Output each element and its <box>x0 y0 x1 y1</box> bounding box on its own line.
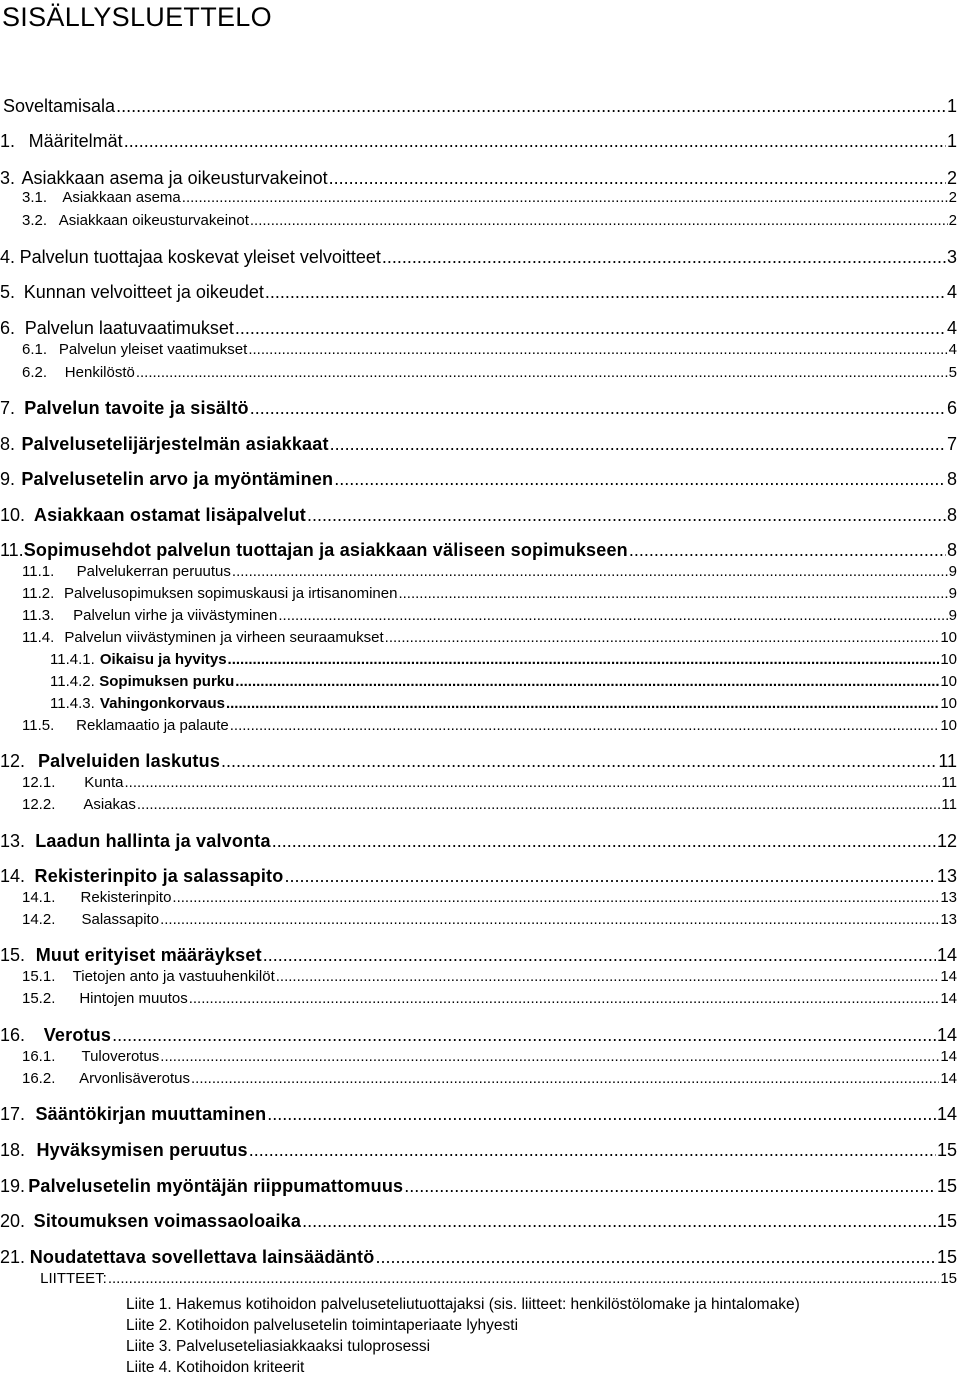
toc-entry[interactable] <box>0 585 960 602</box>
toc-entry-number: 12.2. <box>22 796 56 813</box>
toc-entry-title: Arvonlisäverotus <box>79 1070 191 1087</box>
toc-entry[interactable] <box>3 96 960 117</box>
toc-entry[interactable] <box>0 751 960 772</box>
toc-entry[interactable] <box>0 911 960 928</box>
toc-entry[interactable] <box>0 563 960 580</box>
toc-entry[interactable] <box>0 1070 960 1087</box>
toc-entry[interactable] <box>0 866 960 887</box>
toc-entry[interactable] <box>0 1140 960 1161</box>
toc-entry-title: Rekisterinpito <box>80 889 172 906</box>
toc-entry[interactable] <box>0 282 960 303</box>
toc-entry-page: 15 <box>936 1176 957 1196</box>
toc-entry-title: Noudatettava sovellettava lainsäädäntö <box>29 1247 375 1267</box>
dot-leader <box>137 796 941 813</box>
toc-entry-page: 14 <box>936 945 957 965</box>
toc-entry-page: 1 <box>946 96 957 116</box>
toc-entry-title: Palvelun yleiset vaatimukset <box>58 341 248 358</box>
toc-entry-number: 14. <box>0 866 26 886</box>
toc-entry-page: 14 <box>936 1025 957 1045</box>
dot-leader <box>250 398 946 419</box>
dot-leader <box>191 1070 939 1087</box>
toc-entry[interactable] <box>0 469 960 490</box>
toc-entry-page: 1 <box>946 131 957 151</box>
dot-leader <box>278 607 947 624</box>
toc-entry[interactable] <box>0 540 960 561</box>
toc-entry-title: Henkilöstö <box>64 364 135 381</box>
dot-leader <box>249 1140 936 1161</box>
toc-entry-number: 11.3. <box>22 607 55 624</box>
toc-entry-page: 8 <box>946 505 957 525</box>
toc-entry-page: 4 <box>946 318 957 338</box>
toc-entry-title: Vahingonkorvaus <box>99 695 225 712</box>
toc-entry-page: 4 <box>948 341 957 358</box>
toc-entry-number: 11.4.3. <box>50 695 95 712</box>
toc-entry-page: 11 <box>938 751 957 771</box>
toc-entry-title: Laadun hallinta ja valvonta <box>35 831 271 851</box>
toc-entry-number: 14.2. <box>22 911 56 928</box>
toc-entry-page: 15 <box>936 1140 957 1160</box>
toc-entry-number: 6.1. <box>22 341 48 358</box>
toc-entry-title: LIITTEET: <box>40 1270 107 1287</box>
toc-entry-title: Hintojen muutos <box>79 990 188 1007</box>
toc-entry-title: Oikaisu ja hyvitys <box>99 651 227 668</box>
toc-entry-number: 5. <box>0 282 16 302</box>
toc-entry-page: 13 <box>940 911 957 928</box>
toc-entry-number: 12. <box>0 751 26 771</box>
toc-entry[interactable] <box>0 318 960 339</box>
toc-entry-title: Verotus <box>43 1025 112 1045</box>
toc-entry-page: 9 <box>948 563 957 580</box>
toc-entry[interactable] <box>0 796 960 813</box>
toc-entry-page: 10 <box>940 717 957 734</box>
toc-entry-page: 7 <box>946 434 957 454</box>
toc-entry[interactable] <box>0 1270 960 1287</box>
toc-entry[interactable] <box>0 1048 960 1065</box>
toc-entry-number: 11.1. <box>22 563 55 580</box>
toc-entry-number: 6. <box>0 318 16 338</box>
toc-entry[interactable] <box>0 968 960 985</box>
toc-entry-page: 11 <box>941 774 957 791</box>
toc-entry-title: Palvelun viivästyminen ja virheen seuraamukset <box>64 629 384 646</box>
toc-entry-title: Sääntökirjan muuttaminen <box>35 1104 267 1124</box>
toc-entry-number: 11.2. <box>22 585 55 602</box>
dot-leader <box>221 751 937 772</box>
appendix-item: Liite 4. Kotihoidon kriteerit <box>126 1359 305 1376</box>
toc-entry-number: 15.2. <box>22 990 56 1007</box>
dot-leader <box>116 96 946 117</box>
toc-entry-page: 2 <box>948 189 957 206</box>
toc-entry[interactable] <box>0 168 960 189</box>
toc-entry-title: Salassapito <box>81 911 160 928</box>
toc-entry-title: Palvelukerran peruutus <box>76 563 231 580</box>
dot-leader <box>125 774 941 791</box>
dot-leader <box>284 866 936 887</box>
dot-leader <box>160 911 939 928</box>
dot-leader <box>276 968 940 985</box>
dot-leader <box>182 189 948 206</box>
toc-entry-number: 9. <box>0 469 16 489</box>
toc-entry[interactable] <box>0 673 960 690</box>
toc-entry-number: 8. <box>0 434 16 454</box>
toc-entry[interactable] <box>0 1104 960 1125</box>
dot-leader <box>629 540 946 561</box>
toc-entry-page: 6 <box>946 398 957 418</box>
toc-entry-title: Tietojen anto ja vastuuhenkilöt <box>72 968 275 985</box>
toc-entry-page: 14 <box>940 990 957 1007</box>
toc-entry-title: Tuloverotus <box>81 1048 160 1065</box>
toc-entry-title: Rekisterinpito ja salassapito <box>34 866 284 886</box>
toc-entry[interactable] <box>0 189 960 206</box>
toc-entry-page: 10 <box>940 695 957 712</box>
toc-entry-page: 14 <box>940 968 957 985</box>
dot-leader <box>232 563 948 580</box>
dot-leader <box>302 1211 936 1232</box>
toc-entry-title: Palveluiden laskutus <box>37 751 221 771</box>
toc-entry-page: 8 <box>946 540 957 560</box>
toc-entry-number: 11.4. <box>22 629 55 646</box>
dot-leader <box>263 945 936 966</box>
toc-entry-page: 11 <box>941 796 957 813</box>
toc-entry-title: Palvelusetelin myöntäjän riippumattomuus <box>28 1176 404 1196</box>
dot-leader <box>265 282 946 303</box>
dot-leader <box>382 247 946 268</box>
dot-leader <box>250 212 948 229</box>
dot-leader <box>330 434 946 455</box>
toc-entry-page: 8 <box>946 469 957 489</box>
toc-entry-number: 11.5. <box>22 717 55 734</box>
toc-entry-page: 13 <box>936 866 957 886</box>
dot-leader <box>235 673 939 690</box>
toc-entry-title: Asiakkaan asema ja oikeusturvakeinot <box>21 168 328 188</box>
toc-entry-number: 16.1. <box>22 1048 56 1065</box>
page-title: SISÄLLYSLUETTELO <box>2 2 272 32</box>
toc-entry-title: Palvelusetelin arvo ja myöntäminen <box>21 469 334 489</box>
toc-entry-page: 13 <box>940 889 957 906</box>
toc-entry-title: Palvelusopimuksen sopimuskausi ja irtisanominen <box>63 585 398 602</box>
toc-entry-page: 15 <box>936 1211 957 1231</box>
dot-leader <box>329 168 946 189</box>
dot-leader <box>334 469 946 490</box>
toc-entry[interactable] <box>0 774 960 791</box>
dot-leader <box>267 1104 936 1125</box>
dot-leader <box>272 831 936 852</box>
toc-entry-page: 10 <box>940 673 957 690</box>
appendix-item: Liite 1. Hakemus kotihoidon palveluseteliutuottajaksi (sis. liitteet: henkilöstölomake ja hintalomake) <box>126 1296 800 1313</box>
dot-leader <box>160 1048 939 1065</box>
toc-entry[interactable] <box>0 341 960 358</box>
toc-entry-number: 3. <box>0 168 16 188</box>
toc-entry-page: 3 <box>946 247 957 267</box>
toc-entry[interactable] <box>0 364 960 381</box>
toc-entry-title: Asiakkaan asema <box>62 189 181 206</box>
appendix-item: Liite 2. Kotihoidon palvelusetelin toimintaperiaate lyhyesti <box>126 1317 519 1334</box>
toc-entry-page: 14 <box>940 1070 957 1087</box>
dot-leader <box>189 990 940 1007</box>
toc-entry-title: Asiakkaan ostamat lisäpalvelut <box>33 505 306 525</box>
toc-entry-title: Sitoumuksen voimassaoloaika <box>33 1211 302 1231</box>
toc-entry[interactable] <box>0 889 960 906</box>
dot-leader <box>112 1025 936 1046</box>
toc-entry[interactable] <box>0 505 960 526</box>
dot-leader <box>228 651 940 668</box>
toc-entry-number: 1. <box>0 131 16 151</box>
toc-entry[interactable] <box>0 131 960 152</box>
toc-entry-page: 15 <box>940 1270 957 1287</box>
toc-entry[interactable] <box>0 398 960 419</box>
toc-entry-title: Soveltamisala <box>3 96 116 116</box>
dot-leader <box>248 341 947 358</box>
toc-entry[interactable] <box>0 990 960 1007</box>
dot-leader <box>398 585 947 602</box>
toc-entry[interactable] <box>0 651 960 668</box>
toc-entry-title: Muut erityiset määräykset <box>35 945 262 965</box>
toc-entry-page: 4 <box>946 282 957 302</box>
toc-entry[interactable] <box>0 831 960 852</box>
toc-entry-number: 14.1. <box>22 889 56 906</box>
toc-entry-number: 11.4.2. <box>50 673 95 690</box>
toc-entry-title: Palvelun tavoite ja sisältö <box>24 398 249 418</box>
toc-entry[interactable] <box>0 434 960 455</box>
dot-leader <box>375 1247 936 1268</box>
toc-entry[interactable] <box>0 1176 960 1197</box>
toc-entry-number: 6.2. <box>22 364 48 381</box>
toc-entry-page: 9 <box>948 585 957 602</box>
toc-entry-number: 16.2. <box>22 1070 56 1087</box>
dot-leader <box>124 131 946 152</box>
dot-leader <box>226 695 939 712</box>
toc-entry-title: Palvelun virhe ja viivästyminen <box>73 607 278 624</box>
toc-entry-title: Määritelmät <box>28 131 123 151</box>
toc-entry-number: 12.1. <box>22 774 56 791</box>
dot-leader <box>385 629 940 646</box>
toc-entry-title: Palvelun tuottajaa koskevat yleiset velvoitteet <box>19 247 381 267</box>
toc-entry-page: 10 <box>940 651 957 668</box>
appendix-item: Liite 3. Palveluseteliasiakkaaksi tuloprosessi <box>126 1338 431 1355</box>
toc-entry-number: 20. <box>0 1211 26 1231</box>
toc-entry-title: Asiakas <box>83 796 136 813</box>
toc-entry-number: 16. <box>0 1025 26 1045</box>
toc-entry-title: Palvelusetelijärjestelmän asiakkaat <box>21 434 329 454</box>
toc-entry[interactable] <box>0 247 960 268</box>
toc-entry[interactable] <box>0 717 960 734</box>
toc-entry-number: 17. <box>0 1104 26 1124</box>
toc-entry-number: 3.1. <box>22 189 48 206</box>
toc-entry[interactable] <box>0 629 960 646</box>
toc-entry-page: 14 <box>940 1048 957 1065</box>
toc-entry-number: 4. <box>0 247 16 267</box>
dot-leader <box>108 1270 939 1287</box>
toc-entry-title: Palvelun laatuvaatimukset <box>24 318 234 338</box>
toc-entry-number: 10. <box>0 505 26 525</box>
toc-entry-title: Reklamaatio ja palaute <box>76 717 229 734</box>
toc-entry[interactable] <box>0 607 960 624</box>
toc-entry[interactable] <box>0 1247 960 1268</box>
toc-entry-page: 2 <box>946 168 957 188</box>
toc-entry-number: 13. <box>0 831 26 851</box>
toc-entry[interactable] <box>0 945 960 966</box>
dot-leader <box>307 505 946 526</box>
toc-entry-number: 21. <box>0 1247 26 1267</box>
toc-entry-number: 3.2. <box>22 212 48 229</box>
toc-entry-number: 7. <box>0 398 16 418</box>
appendix-list <box>126 1294 800 1378</box>
toc-entry-page: 5 <box>948 364 957 381</box>
toc-entry[interactable] <box>0 212 960 229</box>
toc-entry[interactable] <box>0 1025 960 1046</box>
toc-entry-page: 9 <box>948 607 957 624</box>
dot-leader <box>404 1176 936 1197</box>
toc-entry-title: Kunta <box>84 774 124 791</box>
dot-leader <box>235 318 946 339</box>
toc-entry-page: 15 <box>936 1247 957 1267</box>
dot-leader <box>172 889 939 906</box>
toc-entry-title: Sopimusehdot palvelun tuottajan ja asiakkaan väliseen sopimukseen <box>23 540 628 560</box>
dot-leader <box>230 717 940 734</box>
toc-entry[interactable] <box>0 1211 960 1232</box>
toc-entry-title: Hyväksymisen peruutus <box>36 1140 248 1160</box>
toc-entry-number: 19. <box>0 1176 26 1196</box>
toc-entry-page: 14 <box>936 1104 957 1124</box>
toc-entry-page: 2 <box>948 212 957 229</box>
toc-entry-number: 15.1. <box>22 968 56 985</box>
toc-entry-title: Kunnan velvoitteet ja oikeudet <box>23 282 264 302</box>
toc-entry-title: Sopimuksen purku <box>99 673 235 690</box>
dot-leader <box>136 364 948 381</box>
toc-entry-number: 11.4.1. <box>50 651 95 668</box>
toc-entry-title: Asiakkaan oikeusturvakeinot <box>58 212 249 229</box>
toc-entry-number: 18. <box>0 1140 26 1160</box>
toc-entry-number: 11. <box>0 540 24 560</box>
toc-entry-number: 15. <box>0 945 26 965</box>
toc-entry-page: 12 <box>936 831 957 851</box>
toc-entry[interactable] <box>0 695 960 712</box>
toc-entry-page: 10 <box>940 629 957 646</box>
